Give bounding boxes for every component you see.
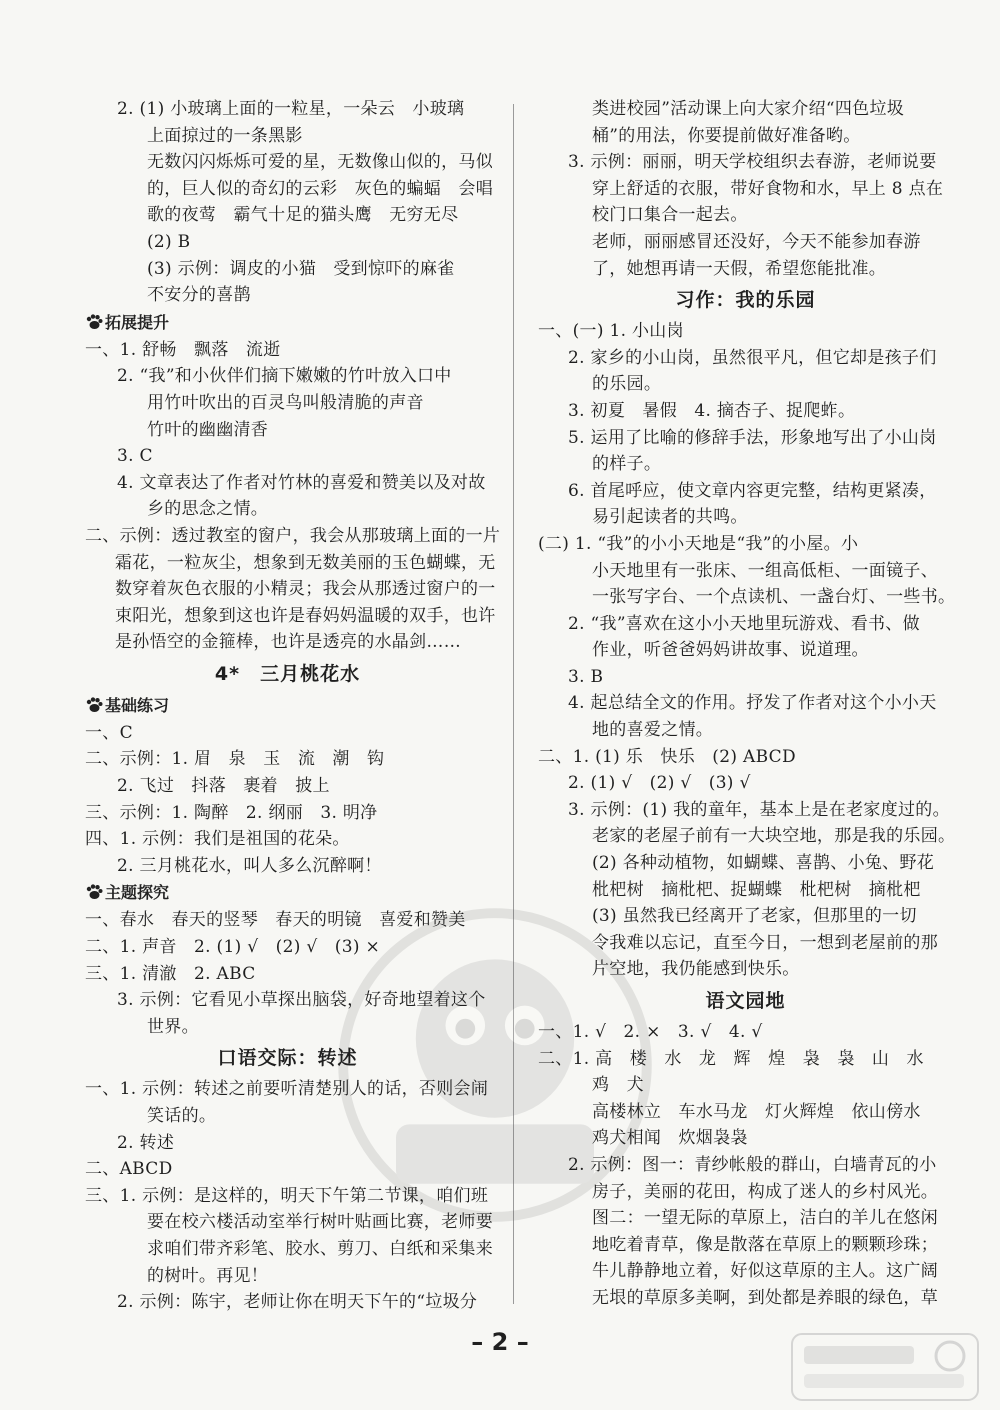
answer-line: 的样子。 xyxy=(592,454,662,475)
answer-line: 6. 首尾呼应，使文章内容更完整，结构更紧凑， xyxy=(568,480,937,501)
column-divider xyxy=(513,104,514,1304)
answer-line: 霜花，一粒灰尘，想象到无数美丽的玉色蝴蝶，无 xyxy=(115,552,496,573)
answer-line: 3. C xyxy=(117,446,153,467)
subsection-heading xyxy=(85,692,490,720)
answer-line: 小天地里有一张床、一组高低柜、一面镜子、 xyxy=(592,560,938,581)
answer-line: 二、1. 声音 2. (1) √ (2) √ (3) × xyxy=(85,937,381,958)
answer-line: 二、1. 高 楼 水 龙 辉 煌 袅 袅 山 水 xyxy=(538,1048,924,1069)
answer-line: 无垠的草原多美啊，到处都是养眼的绿色，草 xyxy=(592,1287,938,1308)
answer-line: 歌的夜莺 霸气十足的猫头鹰 无穷无尽 xyxy=(147,205,459,226)
answer-line: 二、ABCD xyxy=(85,1159,173,1180)
answer-line: 枇杷树 摘枇杷、捉蝴蝶 枇杷树 摘枇杷 xyxy=(592,879,921,900)
answer-line: (3) 示例：调皮的小猫 受到惊吓的麻雀 xyxy=(147,258,455,279)
answer-line: 二、1. (1) 乐 快乐 (2) ABCD xyxy=(538,746,796,767)
answer-line: 的树叶。再见！ xyxy=(147,1265,269,1286)
answer-line: 一、C xyxy=(85,722,133,743)
answer-line: 一、1. 舒畅 飘落 流逝 xyxy=(85,339,281,360)
answer-line: 4. 文章表达了作者对竹林的喜爱和赞美以及对故 xyxy=(117,472,486,493)
answer-line: 2. “我”喜欢在这小小天地里玩游戏、看书、做 xyxy=(568,613,920,634)
answer-line: 鸡 犬 xyxy=(592,1075,644,1096)
answer-line: 一张写字台、一个点读机、一盏台灯、一些书。 xyxy=(592,587,956,608)
answer-line: 作业，听爸爸妈妈讲故事、说道理。 xyxy=(592,640,869,661)
answer-line: 了，她想再请一天假，希望您能批准。 xyxy=(592,258,887,279)
answer-line: 不安分的喜鹊 xyxy=(147,285,251,306)
paw-icon xyxy=(85,697,103,713)
page-number: – 2 – xyxy=(471,1328,529,1356)
answer-line: 数穿着灰色衣服的小精灵；我会从那透过窗户的一 xyxy=(115,579,496,600)
answer-line: (2) 各种动植物，如蝴蝶、喜鹊、小兔、野花 xyxy=(592,853,935,874)
answer-line: 4. 起总结全文的作用。抒发了作者对这个小小天 xyxy=(568,693,937,714)
answer-line: 片空地，我仍能感到快乐。 xyxy=(592,959,800,980)
answer-line: 一、(一) 1. 小山岗 xyxy=(538,321,684,342)
answer-line: 3. 初夏 暑假 4. 摘杏子、捉爬蚱。 xyxy=(568,400,856,421)
answer-line: 三、示例：1. 陶醉 2. 纲丽 3. 明净 xyxy=(85,802,378,823)
answer-line: 的乐园。 xyxy=(592,374,662,395)
answer-line: 2. 三月桃花水，叫人多么沉醉啊！ xyxy=(117,855,382,876)
answer-line: 地吃着青草，像是散落在草原上的颗颗珍珠； xyxy=(592,1234,938,1255)
answer-line: 2. (1) 小玻璃上面的一粒星，一朵云 小玻璃 xyxy=(117,99,465,119)
section-title: 口语交际：转述 xyxy=(217,1047,358,1070)
answer-line: 的，巨人似的奇幻的云彩 灰色的蝙蝠 会唱 xyxy=(147,178,493,199)
answer-line: 2. 示例：图一：青纱帐般的群山，白墙青瓦的小 xyxy=(568,1154,937,1175)
answer-line: 3. 示例：丽丽，明天学校组织去春游，老师说要 xyxy=(568,152,937,173)
answer-line: 老家的老屋子前有一大块空地，那是我的乐园。 xyxy=(592,826,956,847)
answer-line: (二) 1. “我”的小小天地是“我”的小屋。小 xyxy=(538,533,859,554)
subsection-heading-label: 主题探究 xyxy=(105,883,170,903)
subsection-heading xyxy=(85,879,490,907)
answer-line: 3. 示例：它看见小草探出脑袋，好奇地望着这个 xyxy=(117,990,486,1011)
answer-line: 一、1. 示例：转述之前要听清楚别人的话，否则会闹 xyxy=(85,1079,489,1100)
answer-line: 高楼林立 车水马龙 灯火辉煌 依山傍水 xyxy=(592,1101,921,1122)
answer-line: 笑话的。 xyxy=(147,1106,217,1126)
answer-line: 求咱们带齐彩笔、胶水、剪刀、白纸和采集来 xyxy=(147,1238,493,1259)
paw-icon xyxy=(85,884,103,900)
answer-line: 2. 示例：陈宇，老师让你在明天下午的“垃圾分 xyxy=(117,1292,478,1313)
answer-line: 2. “我”和小伙伴们摘下嫩嫩的竹叶放入口中 xyxy=(117,366,452,387)
answer-line: 用竹叶吹出的百灵鸟叫般清脆的声音 xyxy=(147,392,424,413)
answer-line: 5. 运用了比喻的修辞手法，形象地写出了小山岗 xyxy=(568,427,937,448)
answer-line: 令我难以忘记，直至今日，一想到老屋前的那 xyxy=(592,932,938,953)
answer-line: 3. 示例：(1) 我的童年，基本上是在老家度过的。 xyxy=(568,799,950,820)
answer-line: 三、1. 清澈 2. ABC xyxy=(85,963,256,984)
answer-line: 竹叶的幽幽清香 xyxy=(147,419,269,440)
answer-line: 桶”的用法，你要提前做好准备哟。 xyxy=(592,125,861,146)
answer-line: 易引起读者的共鸣。 xyxy=(592,507,748,528)
answer-line: 图二：一望无际的草原上，洁白的羊儿在悠闲 xyxy=(592,1208,938,1229)
answer-line: 要在校六楼活动室举行树叶贴画比赛，老师要 xyxy=(147,1212,493,1233)
answer-line: 房子，美丽的花田，构成了迷人的乡村风光。 xyxy=(592,1181,938,1202)
answer-line: 是孙悟空的金箍棒，也许是透亮的水晶剑…… xyxy=(115,632,461,653)
answer-line: 2. 转述 xyxy=(117,1132,175,1153)
answer-line: 2. (1) √ (2) √ (3) √ xyxy=(568,773,751,794)
section-title: 语文园地 xyxy=(705,990,786,1012)
answer-line: 三、1. 示例：是这样的，明天下午第二节课，咱们班 xyxy=(85,1185,489,1206)
answer-line: 2. 飞过 抖落 裹着 披上 xyxy=(117,776,330,797)
answer-line: 鸡犬相闻 炊烟袅袅 xyxy=(592,1128,748,1149)
subsection-heading-label: 基础练习 xyxy=(105,695,170,715)
answer-line: 四、1. 示例：我们是祖国的花朵。 xyxy=(85,829,350,850)
answer-line: 世界。 xyxy=(147,1016,199,1037)
answer-line: 一、春水 春天的竖琴 春天的明镜 喜爱和赞美 xyxy=(85,910,466,931)
answer-line: 类进校园”活动课上向大家介绍“四色垃圾 xyxy=(592,99,905,119)
answer-line: 牛儿静静地立着，好似这草原的主人。这广阔 xyxy=(592,1261,938,1282)
paw-icon xyxy=(85,314,103,330)
answer-line: 二、示例：1. 眉 泉 玉 流 潮 钩 xyxy=(85,749,385,770)
answer-line: 3. B xyxy=(568,666,604,687)
section-title: 习作：我的乐园 xyxy=(675,289,816,312)
answer-line: 束阳光，想象到这也许是春妈妈温暖的双手，也许 xyxy=(115,605,496,626)
answer-line: 老师，丽丽感冒还没好，今天不能参加春游 xyxy=(592,231,921,252)
answer-line: 校门口集合一起去。 xyxy=(592,205,748,226)
section-title: 4* 三月桃花水 xyxy=(214,662,361,685)
answer-line: 二、示例：透过教室的窗户，我会从那玻璃上面的一片 xyxy=(85,525,501,546)
right-column xyxy=(538,96,956,1312)
answer-line: 2. 家乡的小山岗，虽然很平凡，但它却是孩子们 xyxy=(568,347,937,368)
answer-line: 地的喜爱之情。 xyxy=(592,720,714,741)
answer-line: 无数闪闪烁烁可爱的星，无数像山似的，马似 xyxy=(147,152,493,173)
left-column xyxy=(85,96,501,1316)
answer-line: 上面掠过的一条黑影 xyxy=(147,125,303,146)
answer-line: 一、1. √ 2. × 3. √ 4. √ xyxy=(538,1022,763,1042)
subsection-heading-label: 拓展提升 xyxy=(105,312,170,332)
subsection-heading xyxy=(85,309,490,337)
answer-line: 乡的思念之情。 xyxy=(147,499,269,520)
answer-line: (3) 虽然我已经离开了老家，但那里的一切 xyxy=(592,906,917,927)
answer-line: 穿上舒适的衣服，带好食物和水，早上 8 点在 xyxy=(592,178,944,199)
answer-line: (2) B xyxy=(147,231,191,252)
